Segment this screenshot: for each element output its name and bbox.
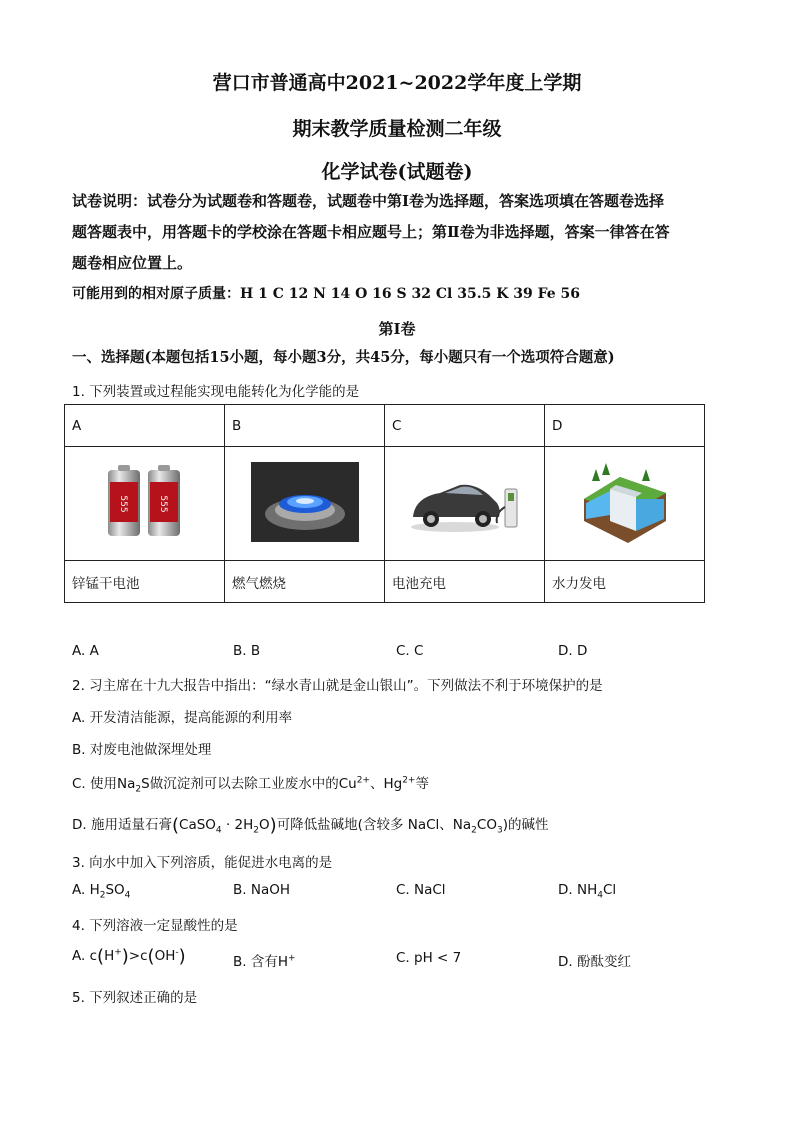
q1-stem: 1. 下列装置或过程能实现电能转化为化学能的是	[72, 384, 360, 400]
q1-image-a-cell	[65, 447, 225, 561]
q2c-cu-charge: 2+	[356, 775, 370, 786]
q4a-plus: +	[114, 947, 122, 958]
q1-header-a: A	[65, 405, 225, 447]
q3a-so: SO	[105, 882, 125, 898]
q1-label-d: 水力发电	[545, 561, 705, 603]
exam-title-line2: 期末教学质量检测二年级	[292, 118, 502, 140]
q3-option-d[interactable]	[558, 882, 616, 901]
q4a-c: c	[89, 948, 98, 964]
volume-heading: 第Ⅰ卷	[378, 320, 416, 338]
electric-car-image	[405, 467, 525, 537]
battery-label: 555	[157, 494, 168, 513]
q4b-prefix: B. 含有	[233, 954, 278, 970]
q2d-dot-h: · 2H	[221, 817, 254, 833]
q3-stem: 3. 向水中加入下列溶质，能促进水电离的是	[72, 855, 333, 871]
q2c-end: 等	[415, 776, 429, 792]
q1-option-b[interactable]: B. B	[233, 643, 261, 659]
gas-stove-image	[251, 462, 359, 542]
instructions-line2: 题答题表中，用答题卡的学校涂在答题卡相应题号上；第Ⅱ卷为非选择题，答案一律答在答	[72, 223, 670, 241]
q2c-na: Na	[117, 776, 136, 792]
q4a-gt-c: >c	[128, 948, 148, 964]
q1-option-a[interactable]: A. A	[72, 643, 99, 659]
q2-option-d[interactable]: D. 施用适量石膏(CaSO$_4$ · $2H_2O$)可降低盐碱地(含较多 NaCl、$Na_2CO_3$)的碱性	[72, 815, 549, 836]
battery-label: 555	[117, 494, 128, 513]
q1-options-table	[64, 404, 705, 603]
q4b-h: H	[277, 954, 289, 970]
q3a-sub2: 2	[99, 890, 106, 901]
q3a-prefix: A. H	[72, 882, 100, 898]
atomic-masses: 可能用到的相对原子质量：H 1 C 12 N 14 O 16 S 32 Cl 35.5 K 39 Fe 56	[72, 286, 581, 302]
q4-option-d[interactable]: D. 酚酞变红	[558, 954, 631, 970]
q1-label-a: 锌锰干电池	[65, 561, 225, 603]
section-heading: 一、选择题(本题包括15小题，每小题3分，共45分，每小题只有一个选项符合题意)	[72, 349, 615, 366]
q4-option-a[interactable]: A. c(H+)>c(OH-)	[72, 946, 186, 967]
q4a-oh: OH	[154, 948, 176, 964]
q3d-sub4: 4	[597, 890, 603, 901]
q1-image-c-cell	[385, 447, 545, 561]
q1-label-c: 电池充电	[385, 561, 545, 603]
q2c-separator: 、	[369, 776, 384, 792]
instructions-line1: 试卷说明：试卷分为试题卷和答题卷，试题卷中第Ⅰ卷为选择题，答案选项填在答题卷选择	[72, 192, 665, 210]
q2c-middle: 做沉淀剂可以去除工业废水中的	[149, 776, 339, 792]
q1-option-d[interactable]: D. D	[558, 643, 588, 659]
q5-stem: 5. 下列叙述正确的是	[72, 990, 198, 1006]
q3-option-b[interactable]: B. NaOH	[233, 882, 290, 898]
q4-option-c[interactable]: C. pH < 7	[396, 950, 462, 966]
q2c-hg-charge: 2+	[402, 775, 416, 786]
q2d-na-sub: 2	[471, 825, 477, 836]
hydropower-image	[580, 459, 670, 545]
q1-header-d: D	[545, 405, 705, 447]
q2d-middle: 可降低盐碱地(含较多 NaCl、Na	[276, 817, 472, 833]
q3-option-c[interactable]: C. NaCl	[396, 882, 446, 898]
q4b-plus: +	[288, 953, 296, 964]
q4a-minus: -	[175, 947, 179, 958]
q4a-h: H	[104, 948, 115, 964]
q2d-sub3: 3	[496, 825, 503, 836]
q2d-o: O	[259, 817, 270, 833]
q1-option-c[interactable]: C. C	[396, 643, 424, 659]
q1-label-b: 燃气燃烧	[225, 561, 385, 603]
q2d-co: CO	[476, 817, 497, 833]
exam-title-line1: 营口市普通高中2021~2022学年度上学期	[212, 72, 582, 94]
q3d-cl: Cl	[602, 882, 617, 898]
q1-image-b-cell	[225, 447, 385, 561]
q2-option-c[interactable]	[72, 772, 429, 795]
q2d-sub2: 2	[253, 825, 260, 836]
q4-option-b[interactable]	[233, 950, 296, 970]
instructions-line3: 题卷相应位置上。	[72, 254, 193, 272]
q2d-sub4: 4	[215, 825, 222, 836]
q4a-prefix: A.	[72, 948, 90, 964]
battery-image	[100, 462, 190, 542]
q2c-cu: Cu	[338, 776, 357, 792]
q2c-s: S	[141, 776, 150, 792]
q3d-prefix: D. NH	[558, 882, 598, 898]
q2d-prefix: D. 施用适量石膏	[72, 817, 172, 833]
q2c-sub2: 2	[135, 784, 142, 795]
exam-title-line3: 化学试卷(试题卷)	[321, 161, 473, 183]
q3a-sub4: 4	[124, 890, 131, 901]
q1-image-d-cell	[545, 447, 705, 561]
q1-header-b: B	[225, 405, 385, 447]
q2c-hg: Hg	[383, 776, 403, 792]
q2d-caso: CaSO	[179, 817, 216, 833]
q4-stem: 4. 下列溶液一定显酸性的是	[72, 918, 238, 934]
q2d-end: )的碱性	[502, 817, 549, 833]
q2-option-a[interactable]: A. 开发清洁能源，提高能源的利用率	[72, 710, 293, 726]
instructions	[72, 186, 722, 310]
q3-option-a[interactable]	[72, 882, 130, 901]
q1-header-c: C	[385, 405, 545, 447]
q2c-prefix: C. 使用	[72, 776, 118, 792]
q2-stem: 2. 习主席在十九大报告中指出：“绿水青山就是金山银山”。下列做法不利于环境保护的是	[72, 678, 603, 694]
q2-option-b[interactable]: B. 对废电池做深埋处理	[72, 742, 212, 758]
